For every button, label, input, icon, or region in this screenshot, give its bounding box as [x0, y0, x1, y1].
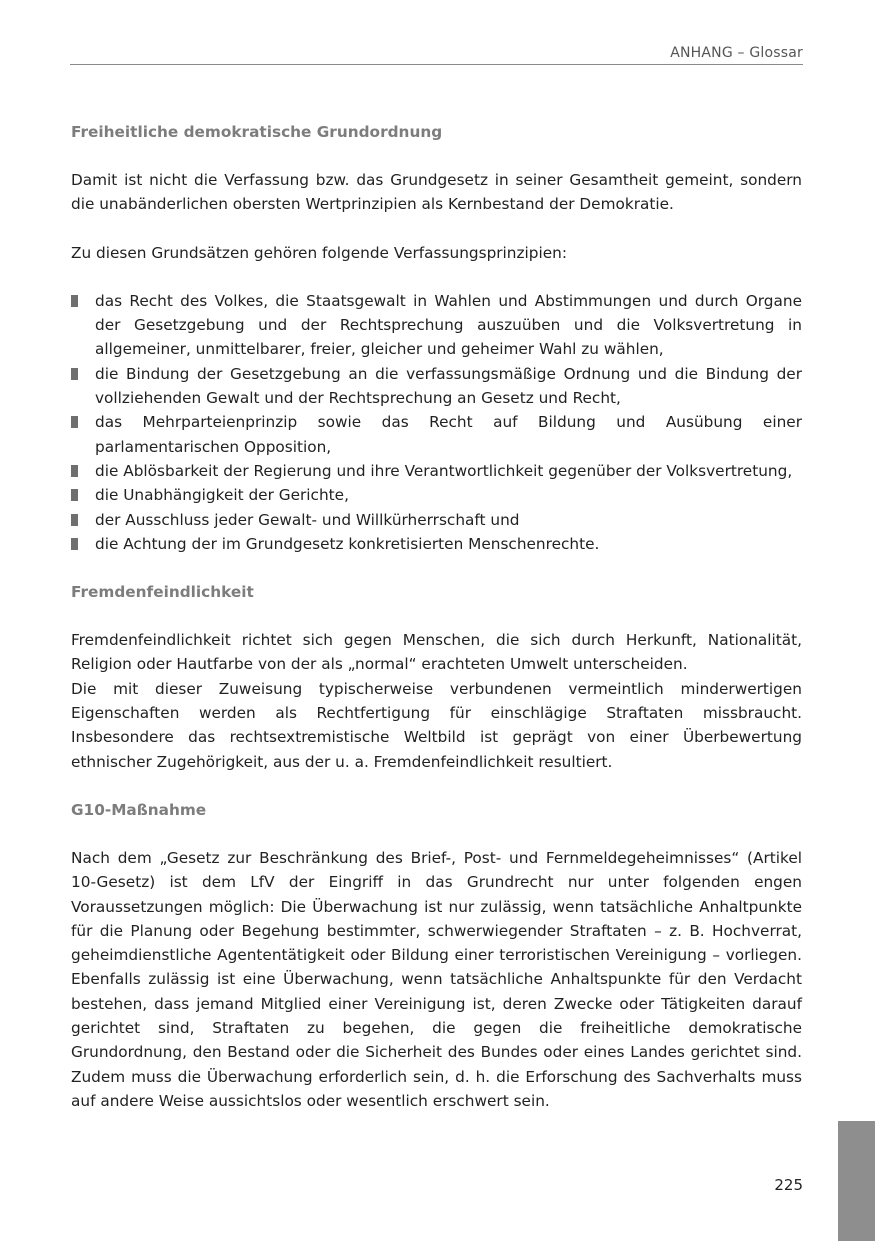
principles-list: [71, 289, 802, 556]
list-item: [71, 459, 802, 483]
square-bullet-icon: [71, 465, 78, 477]
thumb-index-tab: [838, 1121, 875, 1241]
list-item: [71, 362, 802, 411]
list-item-text: das Recht des Volkes, die Staatsgewalt in Wahlen und Abstimmungen und durch Organe der Gesetzgebung und der Rechtsprechung auszuüben und die Volksvertretung in allgemeiner, unmittelbarer, freier, gleicher und geheimer Wahl zu wählen,: [95, 291, 802, 359]
square-bullet-icon: [71, 514, 78, 526]
list-item-text: das Mehrparteienprinzip sowie das Recht auf Bildung und Ausübung einer parlamentarischen Opposition,: [95, 413, 802, 456]
paragraph: Fremdenfeindlichkeit richtet sich gegen Menschen, die sich durch Herkunft, Nationalität, Religion oder Hautfarbe von der als „normal“ erachteten Umwelt unterscheiden.: [71, 631, 802, 674]
section-heading-fremdenfeindlichkeit: Fremdenfeindlichkeit: [71, 583, 254, 602]
page-content: [71, 120, 802, 1113]
paragraph: Damit ist nicht die Verfassung bzw. das Grundgesetz in seiner Gesamtheit gemeint, sondern die unabänderlichen obersten Wertprinzipien als Kernbestand der Demokratie.: [71, 171, 802, 214]
list-item-text: der Ausschluss jeder Gewalt- und Willkürherrschaft und: [95, 510, 520, 529]
list-item-text: die Bindung der Gesetzgebung an die verfassungsmäßige Ordnung und die Bindung der vollziehenden Gewalt und der Rechtsprechung an Gesetz und Recht,: [95, 364, 802, 408]
page-number: 225: [774, 1176, 803, 1194]
section-heading-g10: G10-Maßnahme: [71, 800, 207, 819]
paragraph: Die mit dieser Zuweisung typischerweise verbundenen vermeintlich minderwertigen Eigenschaften werden als Rechtfertigung für einschlägige Straftaten missbraucht. Insbesondere das rechtsextremistische Weltbild ist geprägt von einer Überbewertung ethnischer Zugehörigkeit, aus der u. a. Fremdenfeindlichkeit resultiert.: [71, 679, 802, 771]
header-rule: [70, 64, 803, 65]
square-bullet-icon: [71, 489, 78, 501]
running-header: ANHANG – Glossar: [670, 45, 803, 61]
square-bullet-icon: [71, 416, 78, 428]
square-bullet-icon: [71, 368, 78, 380]
square-bullet-icon: [71, 295, 78, 307]
list-item-text: die Ablösbarkeit der Regierung und ihre Verantwortlichkeit gegenüber der Volksvertretung,: [95, 461, 793, 480]
list-item: [71, 410, 802, 459]
paragraph: Nach dem „Gesetz zur Beschränkung des Brief-, Post- und Fernmeldegeheimnisses“ (Artikel 10-Gesetz) ist dem LfV der Eingriff in das Grundrecht nur unter folgenden engen Voraussetzungen möglich: Die Überwachung ist nur zulässig, wenn tatsächliche Anhaltpunkte für die Planung oder Begehung bestimmter, schwerwiegender Straftaten – z. B. Hochverrat, geheimdienstliche Agententätigkeit oder Bildung einer terroristischen Vereinigung – vorliegen. Ebenfalls zulässig ist eine Überwachung, wenn tatsächliche Anhaltspunkte für den Verdacht bestehen, dass jemand Mitglied einer Vereinigung ist, deren Zwecke oder Tätigkeiten darauf gerichtet sind, Straftaten zu begehen, die gegen die freiheitliche demokratische Grundordnung, den Bestand oder die Sicherheit des Bundes oder eines Landes gerichtet sind. Zudem muss die Überwachung erforderlich sein, d. h. die Erforschung des Sachverhalts muss auf andere Weise aussichtslos oder wesentlich erschwert sein.: [71, 848, 802, 1110]
list-item: [71, 532, 802, 556]
list-item: [71, 508, 802, 532]
paragraph: Zu diesen Grundsätzen gehören folgende Verfassungsprinzipien:: [71, 243, 568, 262]
section-heading-fdgo: Freiheitliche demokratische Grundordnung: [71, 123, 443, 141]
list-item: [71, 483, 802, 507]
list-item: [71, 289, 802, 362]
list-item-text: die Unabhängigkeit der Gerichte,: [95, 486, 349, 505]
square-bullet-icon: [71, 538, 78, 550]
list-item-text: die Achtung der im Grundgesetz konkretisierten Menschenrechte.: [95, 534, 600, 553]
